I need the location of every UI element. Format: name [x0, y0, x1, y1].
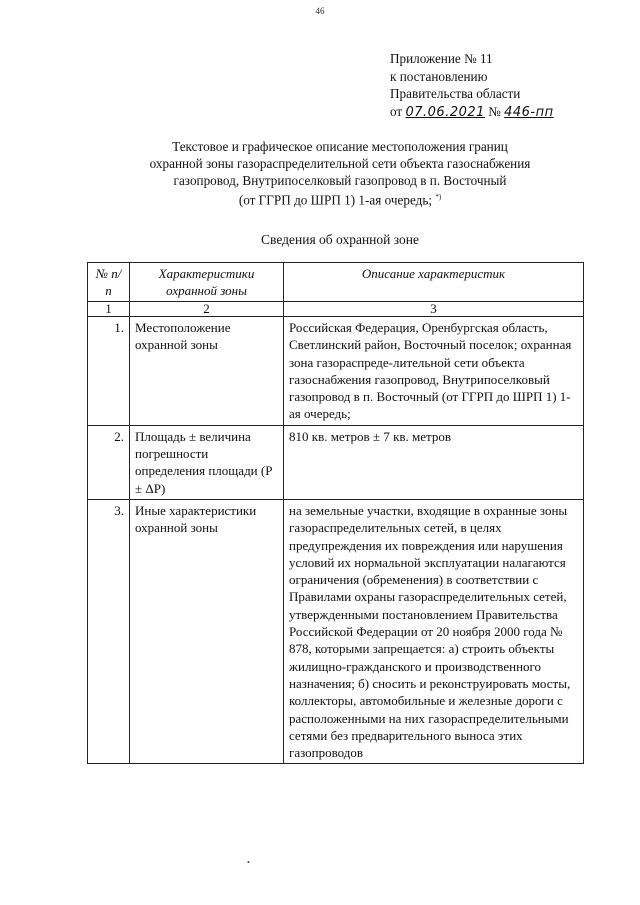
row-characteristic: Площадь ± величина погрешности определения площади (P ± ΔP): [130, 425, 284, 499]
footnote-mark: *): [435, 193, 442, 201]
column-number-3: 3: [284, 302, 584, 317]
table-row: [88, 425, 584, 499]
appendix-block: [390, 50, 554, 121]
column-number-2: 2: [130, 302, 284, 317]
column-number-1: 1: [88, 302, 130, 317]
title-line-2: охранной зоны газораспределительной сети объекта газоснабжения: [149, 156, 531, 171]
title-line-4-text: (от ГГРП до ШРП 1) 1-ая очередь;: [238, 192, 433, 208]
row-description: 810 кв. метров ± 7 кв. метров: [284, 425, 584, 499]
header-description: Описание характеристик: [284, 263, 584, 302]
title-line-3: газопровод, Внутрипоселковый газопровод в п. Восточный: [173, 173, 507, 188]
table-header-row: [88, 263, 584, 302]
row-description: на земельные участки, входящие в охранные зоны газораспределительных сетей, в целях предупреждения их повреждения или нарушения условий их нормальной эксплуатации налагаются ограничения (обременения) в соответствии с Правилами охраны газораспределительных сетей, утвержденными постановлением Правительства Российской Федерации от 20 ноября 2000 года № 878, которыми запрещается: а) строить объекты жилищно-гражданского и производственного назначения; б) сносить и реконструировать мосты, коллекторы, автомобильные и железные дороги с расположенными на них газораспределительными сетями без предварительного выноса этих газопроводов: [284, 499, 584, 763]
table-row: [88, 317, 584, 426]
appendix-date-line: [390, 103, 554, 122]
protection-zone-table: [87, 262, 584, 764]
row-characteristic: Иные характеристики охранной зоны: [130, 499, 284, 763]
appendix-line-3: Правительства области: [390, 86, 521, 101]
date-prefix: от: [390, 103, 406, 119]
appendix-title: Приложение № 11: [390, 51, 493, 66]
section-subtitle: Сведения об охранной зоне: [261, 232, 419, 247]
number-sign: №: [484, 103, 505, 119]
page-number: 46: [315, 6, 325, 16]
column-number-row: [88, 302, 584, 317]
header-number: № п/п: [88, 263, 130, 302]
document-title: [90, 138, 590, 208]
title-line-1: Текстовое и графическое описание местоположения границ: [172, 139, 508, 154]
row-characteristic: Местоположение охранной зоны: [130, 317, 284, 426]
appendix-line-2: к постановлению: [390, 68, 488, 84]
title-line-4: [90, 189, 590, 208]
handwritten-number: 446-пп: [504, 104, 554, 120]
row-number: 2.: [88, 425, 130, 499]
header-characteristics: Характеристики охранной зоны: [130, 263, 284, 302]
scan-speck: •: [247, 858, 250, 867]
handwritten-date: 07.06.2021: [405, 104, 485, 120]
table-row: [88, 499, 584, 763]
row-number: 3.: [88, 499, 130, 763]
row-description: Российская Федерация, Оренбургская область, Светлинский район, Восточный поселок; охранная зона газораспреде-лительной сети объекта газоснабжения газопровод, Внутрипоселковый газопровод в п. Восточный (от ГГРП до ШРП 1) 1-ая очередь;: [284, 317, 584, 426]
row-number: 1.: [88, 317, 130, 426]
